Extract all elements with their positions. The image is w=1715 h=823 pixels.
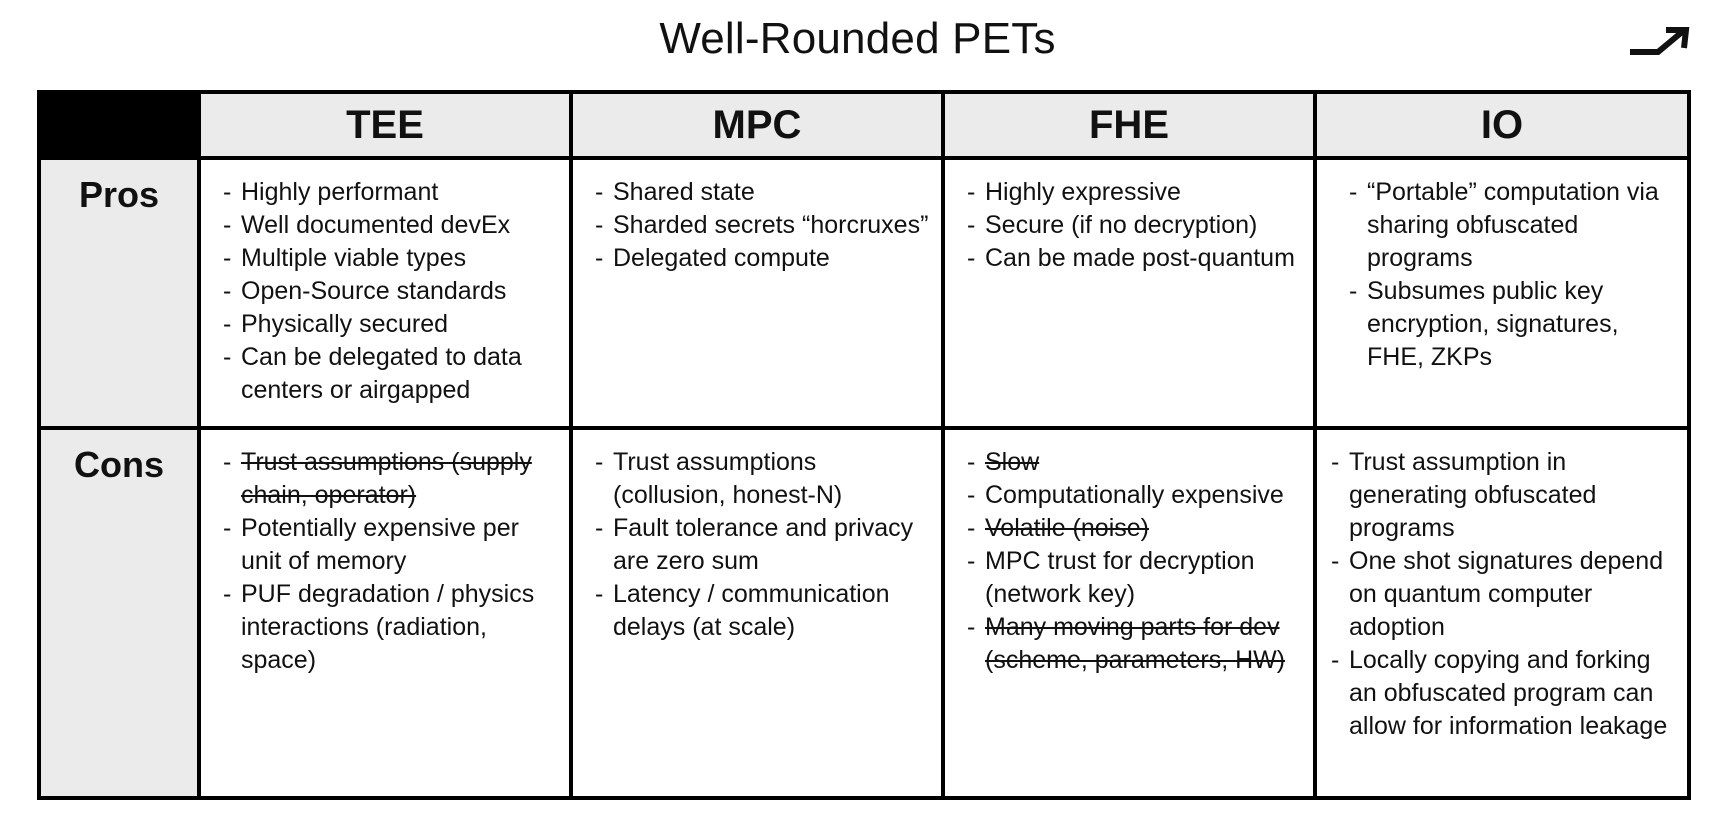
pros-list-io [1317, 160, 1687, 374]
cons-cell-mpc [571, 428, 943, 798]
list-item: - Trust assumptions (collusion, honest-N) [595, 446, 933, 512]
list-item: - Potentially expensive per unit of memory [223, 512, 561, 578]
cons-cell-tee [199, 428, 571, 798]
list-item-struck: - Many moving parts for dev (scheme, parameters, HW) [967, 611, 1305, 677]
column-header-fhe: FHE [943, 92, 1315, 158]
pros-list-fhe [945, 160, 1313, 275]
pros-cell-mpc [571, 158, 943, 428]
list-item: - MPC trust for decryption (network key) [967, 545, 1305, 611]
list-item-struck: - Volatile (noise) [967, 512, 1305, 545]
cons-list-tee [201, 430, 569, 677]
cons-list-io [1317, 430, 1687, 743]
cons-cell-io [1315, 428, 1689, 798]
list-item: - Secure (if no decryption) [967, 209, 1305, 242]
pros-row [39, 158, 1689, 428]
list-item: - Locally copying and forking an obfuscated program can allow for information leakage [1331, 644, 1679, 743]
cons-list-mpc [573, 430, 941, 644]
corner-cell [39, 92, 199, 158]
list-item: - PUF degradation / physics interactions (radiation, space) [223, 578, 561, 677]
list-item: - Latency / communication delays (at scale) [595, 578, 933, 644]
page-title: Well-Rounded PETs [659, 14, 1056, 63]
pros-cell-tee [199, 158, 571, 428]
list-item: - One shot signatures depend on quantum computer adoption [1331, 545, 1679, 644]
pros-cell-fhe [943, 158, 1315, 428]
comparison-table [37, 90, 1691, 800]
cons-list-fhe [945, 430, 1313, 677]
pros-list-mpc [573, 160, 941, 275]
list-item: - Delegated compute [595, 242, 933, 275]
list-item: - Subsumes public key encryption, signatures, FHE, ZKPs [1349, 275, 1679, 374]
list-item: - Trust assumption in generating obfuscated programs [1331, 446, 1679, 545]
list-item: - Highly expressive [967, 176, 1305, 209]
list-item: - Open-Source standards [223, 275, 561, 308]
list-item: - Sharded secrets “horcruxes” [595, 209, 933, 242]
list-item: - Highly performant [223, 176, 561, 209]
cons-cell-fhe [943, 428, 1315, 798]
column-header-mpc: MPC [571, 92, 943, 158]
list-item: - Can be delegated to data centers or airgapped [223, 341, 561, 407]
list-item-struck: - Slow [967, 446, 1305, 479]
pros-cell-io [1315, 158, 1689, 428]
column-header-tee: TEE [199, 92, 571, 158]
list-item: - Physically secured [223, 308, 561, 341]
cons-row [39, 428, 1689, 798]
row-header-cons: Cons [39, 428, 199, 798]
list-item: - Fault tolerance and privacy are zero sum [595, 512, 933, 578]
list-item: - Shared state [595, 176, 933, 209]
list-item-struck: - Trust assumptions (supply chain, operator) [223, 446, 561, 512]
list-item: - “Portable” computation via sharing obfuscated programs [1349, 176, 1679, 275]
header-row [39, 92, 1689, 158]
list-item: - Multiple viable types [223, 242, 561, 275]
list-item: - Computationally expensive [967, 479, 1305, 512]
arrow-logo-icon [1628, 26, 1690, 58]
pros-list-tee [201, 160, 569, 407]
column-header-io: IO [1315, 92, 1689, 158]
list-item: - Well documented devEx [223, 209, 561, 242]
row-header-pros: Pros [39, 158, 199, 428]
list-item: - Can be made post-quantum [967, 242, 1305, 275]
